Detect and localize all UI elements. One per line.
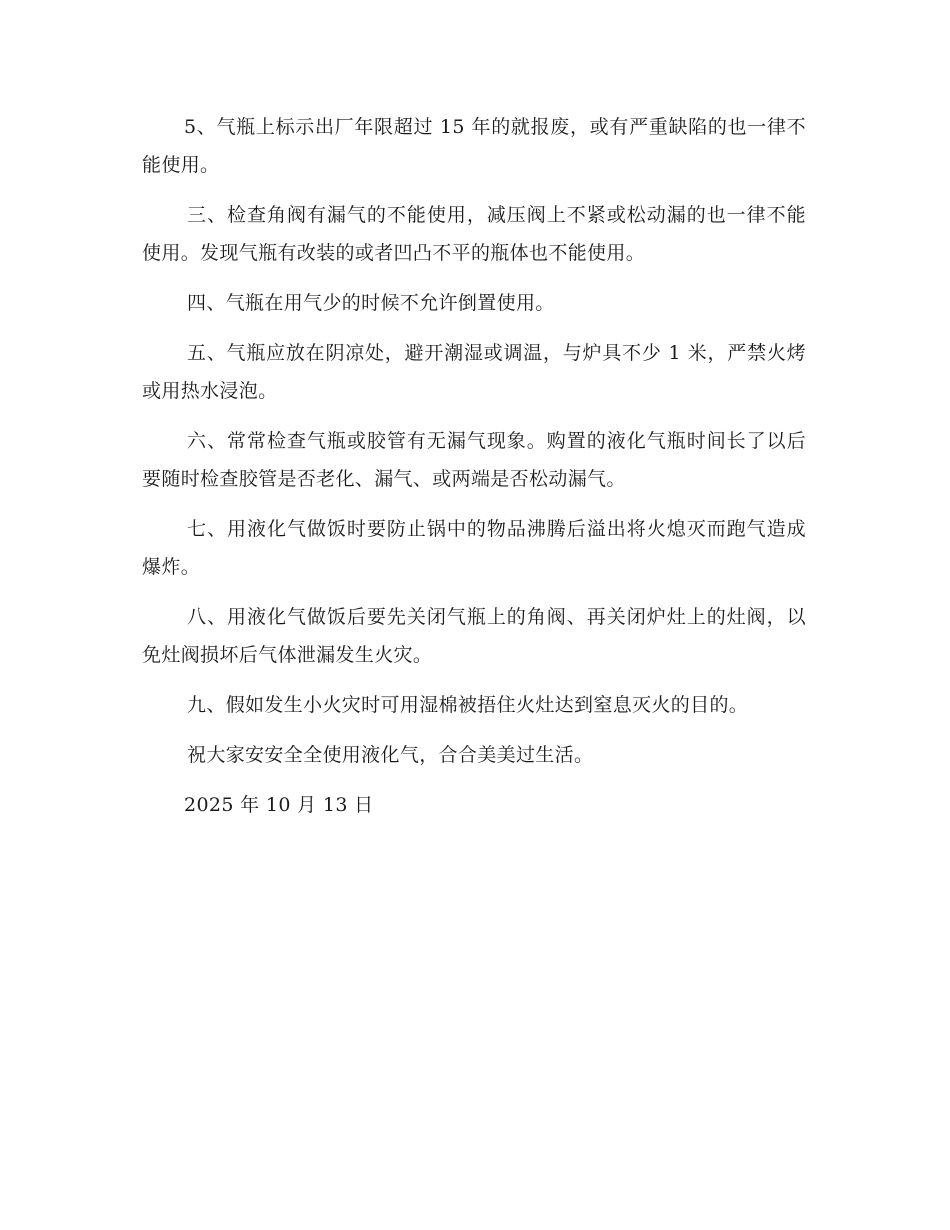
paragraph-section-5: 五、气瓶应放在阴凉处，避开潮湿或调温，与炉具不少 1 米，严禁火烤或用热水浸泡。 xyxy=(142,342,806,402)
document-date: 2025 年 10 月 13 日 xyxy=(184,794,374,816)
paragraph-section-7: 七、用液化气做饭时要防止锅中的物品沸腾后溢出将火熄灭而跑气造成爆炸。 xyxy=(142,518,806,578)
closing-wish: 祝大家安安全全使用液化气，合合美美过生活。 xyxy=(187,744,594,766)
paragraph-item-5: 5、气瓶上标示出厂年限超过 15 年的就报废，或有严重缺陷的也一律不能使用。 xyxy=(142,116,806,176)
paragraph-section-3: 三、检查角阀有漏气的不能使用，减压阀上不紧或松动漏的也一律不能使用。发现气瓶有改装的或者凹凸不平的瓶体也不能使用。 xyxy=(142,204,806,264)
paragraph-section-4: 四、气瓶在用气少的时候不允许倒置使用。 xyxy=(187,292,555,314)
document-body xyxy=(142,108,806,824)
paragraph-section-6: 六、常常检查气瓶或胶管有无漏气现象。购置的液化气瓶时间长了以后要随时检查胶管是否老化、漏气、或两端是否松动漏气。 xyxy=(142,430,806,490)
paragraph-section-9: 九、假如发生小火灾时可用湿棉被捂住火灶达到窒息灭火的目的。 xyxy=(187,694,749,716)
paragraph-section-8: 八、用液化气做饭后要先关闭气瓶上的角阀、再关闭炉灶上的灶阀，以免灶阀损坏后气体泄漏发生火灾。 xyxy=(142,606,806,666)
